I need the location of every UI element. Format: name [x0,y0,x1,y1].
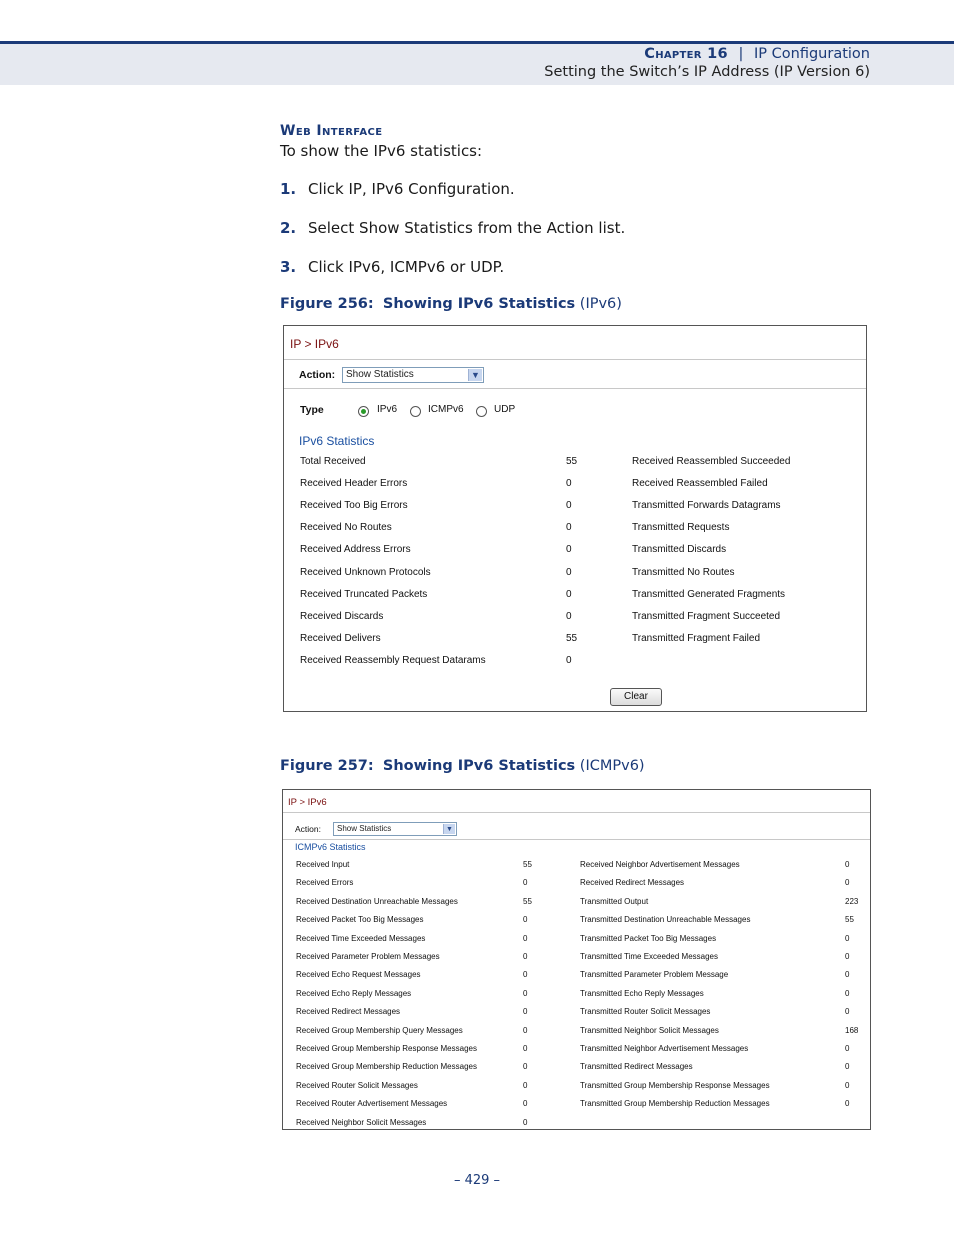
stat-value: 0 [566,522,572,534]
breadcrumb-bar [283,790,870,813]
chapter-number: Chapter 16 [644,46,728,62]
intro-text: To show the IPv6 statistics: [280,142,483,160]
stat-value: 0 [845,970,850,980]
radio-ipv6[interactable] [358,406,369,417]
stat-value: 0 [566,610,572,622]
action-select-value: Show Statistics [337,824,392,833]
chevron-down-icon[interactable]: ▼ [443,824,455,834]
action-select-value: Show Statistics [346,369,414,380]
stat-value: 0 [845,933,850,943]
chapter-heading [644,46,870,62]
stat-label: Transmitted Neighbor Solicit Messages [580,1025,719,1035]
stat-label: Received Time Exceeded Messages [296,933,426,943]
breadcrumb: IP > IPv6 [288,797,327,808]
chevron-down-icon[interactable]: ▼ [468,369,482,381]
stat-label: Received Router Advertisement Messages [296,1099,448,1109]
action-bar [283,813,870,840]
stat-value: 0 [845,952,850,961]
stat-value: 0 [523,1080,528,1090]
stat-label: Transmitted Fragment Succeeted [632,610,781,622]
step-3 [280,258,504,276]
stat-label: Transmitted Discards [632,544,727,556]
stat-label: Transmitted Echo Reply Messages [580,988,704,998]
stat-value: 0 [523,1025,528,1035]
figure-256-screenshot [283,325,867,712]
stat-label: Transmitted Destination Unreachable Messages [580,915,751,925]
stat-value: 0 [845,1044,850,1053]
stat-value: 55 [523,860,532,869]
radio-icmpv6-label: ICMPv6 [428,404,464,415]
stat-label: Transmitted Requests [632,522,730,534]
figure-suffix: (IPv6) [579,296,622,312]
stat-label: Received Group Membership Response Messages [296,1044,477,1053]
stat-label: Received Delivers [300,632,381,644]
radio-udp[interactable] [476,406,487,417]
stat-value: 55 [566,632,578,644]
step-number: 1. [280,180,297,198]
stat-label: Transmitted Group Membership Response Messages [580,1080,770,1090]
chapter-title: IP Configuration [754,46,870,62]
breadcrumb: IP > IPv6 [290,337,339,351]
stat-label: Received Header Errors [300,478,408,490]
stat-value: 168 [845,1025,859,1035]
stat-value: 0 [523,878,528,888]
action-bar [284,360,866,389]
stat-value: 0 [523,1099,528,1109]
stat-label: Received Input [296,860,350,869]
stat-value: 0 [845,878,850,888]
stat-value: 0 [523,1044,528,1053]
stat-label: Transmitted Fragment Failed [632,632,761,644]
stat-value: 0 [566,500,572,512]
action-select[interactable] [342,367,484,383]
stat-label: Received Redirect Messages [580,878,685,888]
stat-value: 0 [523,970,528,980]
stat-value: 0 [845,1062,850,1072]
stat-label: Received Packet Too Big Messages [296,915,424,925]
radio-icmpv6[interactable] [410,406,421,417]
step-number: 2. [280,219,297,237]
stat-label: Transmitted Generated Fragments [632,588,786,600]
stat-label: Received Discards [300,610,384,622]
figure-title: Showing IPv6 Statistics [382,758,576,774]
clear-button[interactable]: Clear [610,688,662,706]
stat-value: 0 [523,988,528,998]
stat-value: 0 [566,588,572,600]
stat-label: Transmitted Packet Too Big Messages [580,933,717,943]
stat-value: 0 [566,654,572,666]
stat-label: Received No Routes [300,522,392,534]
stat-value: 55 [845,915,854,925]
stat-label: Transmitted Forwards Datagrams [632,500,781,512]
stat-label: Received Parameter Problem Messages [296,952,440,961]
action-label: Action: [299,369,336,381]
stat-label: Received Too Big Errors [300,500,408,512]
action-select[interactable] [333,822,457,836]
stat-label: Transmitted Time Exceeded Messages [580,952,718,961]
step-1 [280,180,515,198]
stat-label: Received Address Errors [300,544,411,556]
stat-value: 0 [523,952,528,961]
stat-label: Received Redirect Messages [296,1007,401,1017]
step-number: 3. [280,258,297,276]
radio-ipv6-label: IPv6 [377,404,398,415]
radio-udp-label: UDP [494,404,516,415]
stat-label: Total Received [300,456,366,467]
stat-label: Transmitted No Routes [632,566,735,578]
stat-label: Transmitted Output [580,896,649,906]
stat-label: Received Truncated Packets [300,588,428,600]
step-text: Click IP, IPv6 Configuration. [308,180,515,198]
stat-label: Received Router Solicit Messages [296,1080,418,1090]
stat-label: Transmitted Parameter Problem Message [580,970,729,980]
stat-label: Received Reassembled Succeeded [632,456,791,467]
stat-label: Received Unknown Protocols [300,566,431,578]
stat-label: Transmitted Neighbor Advertisement Messages [580,1044,749,1053]
stat-label: Received Errors [296,878,354,888]
stat-label: Received Destination Unreachable Messages [296,896,458,906]
stat-label: Received Reassembly Request Datarams [300,654,486,666]
stat-label: Transmitted Group Membership Reduction Messages [580,1099,770,1109]
stat-label: Transmitted Redirect Messages [580,1062,693,1072]
page-number: – 429 – [453,1173,501,1188]
figure-title: Showing IPv6 Statistics [382,296,576,312]
figure-suffix: (ICMPv6) [579,758,645,774]
stat-label: Received Group Membership Reduction Messages [296,1062,477,1072]
chapter-subtitle: Setting the Switch’s IP Address (IP Version 6) [544,64,870,80]
stat-label: Received Neighbor Solicit Messages [296,1117,427,1127]
figure-256-caption [280,296,622,312]
stat-value: 0 [523,933,528,943]
stat-value: 0 [523,1117,528,1127]
stat-label: Received Group Membership Query Messages [296,1025,463,1035]
ipv6-statistics-heading: IPv6 Statistics [299,434,375,448]
stat-value: 0 [523,1062,528,1072]
stat-label: Received Reassembled Failed [632,478,768,490]
stat-value: 0 [523,915,528,925]
stat-value: 0 [845,1007,850,1017]
stat-value: 0 [566,478,572,490]
figure-number: Figure 256: [280,296,374,312]
stat-value: 0 [845,1080,850,1090]
chapter-separator: | [738,46,744,62]
stat-value: 223 [845,896,859,906]
stat-label: Transmitted Router Solicit Messages [580,1007,711,1017]
stat-value: 0 [845,988,850,998]
stat-label: Received Echo Reply Messages [296,988,412,998]
stat-label: Received Neighbor Advertisement Messages [580,860,740,869]
step-2 [280,219,625,237]
step-text: Click IPv6, ICMPv6 or UDP. [308,258,505,276]
stat-value: 55 [523,896,532,906]
stat-value: 0 [845,1099,850,1109]
step-text: Select Show Statistics from the Action list. [308,219,626,237]
figure-number: Figure 257: [280,758,374,774]
stat-label: Received Echo Request Messages [296,970,421,980]
stat-value: 0 [845,860,850,869]
stat-value: 0 [566,566,572,578]
section-title: Web Interface [280,123,383,139]
stat-value: 0 [566,544,572,556]
stat-value: 55 [566,456,578,467]
figure-257-caption [280,758,645,774]
action-label: Action: [295,824,321,834]
breadcrumb-bar [284,326,866,360]
stat-value: 0 [523,1007,528,1017]
figure-257-screenshot [282,789,871,1130]
icmpv6-statistics-heading: ICMPv6 Statistics [295,842,366,852]
type-label: Type [300,404,324,416]
